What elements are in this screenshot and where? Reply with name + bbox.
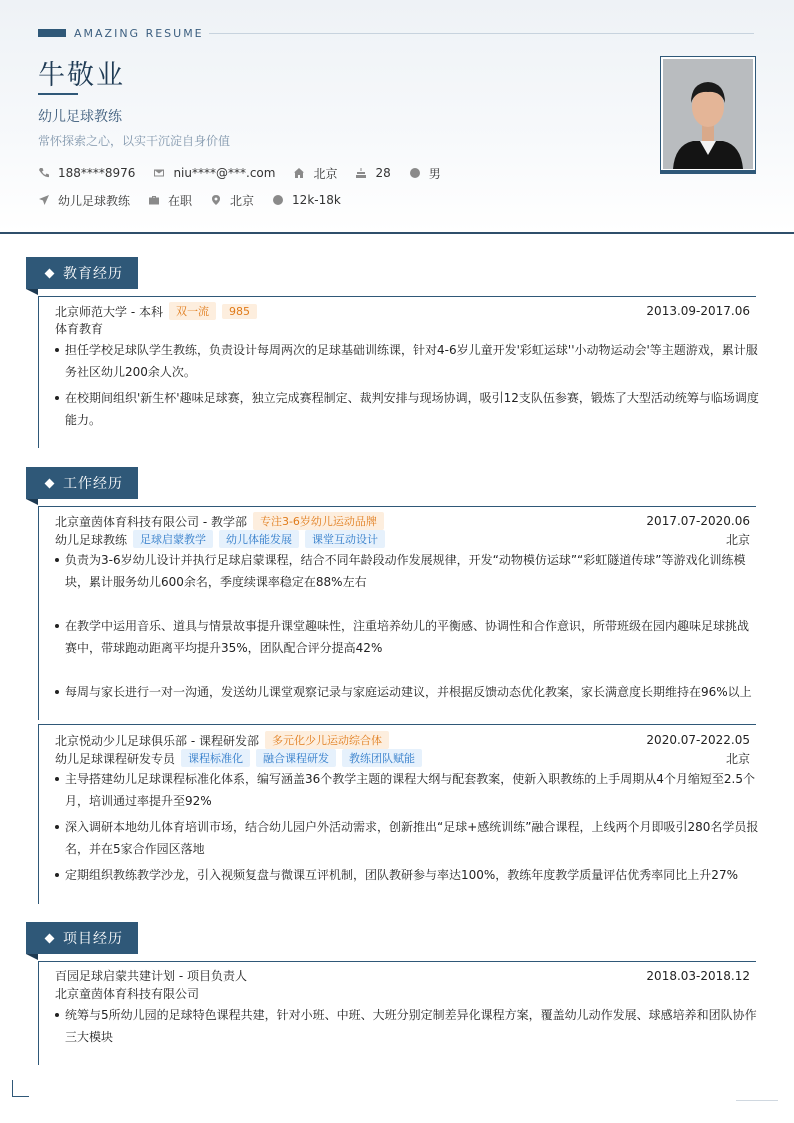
section-fold — [26, 289, 38, 295]
skill-tag: 教练团队赋能 — [342, 749, 422, 767]
section-fold — [26, 954, 38, 960]
major: 体育教育 — [55, 322, 104, 336]
brand-text: AMAZING RESUME — [74, 27, 204, 40]
work-role-row — [55, 530, 750, 548]
education-bullet: 在校期间组织'新生杯'趣味足球赛，独立完成赛程制定、裁判安排与现场协调，吸引12支队伍参赛，锻炼了大型活动统筹与临场调度能力。 — [55, 387, 760, 431]
education-header — [55, 302, 750, 320]
work-header — [55, 731, 750, 749]
location-text: 北京 — [230, 193, 255, 208]
skill-tag: 足球启蒙教学 — [133, 530, 213, 548]
education-bullet: 担任学校足球队学生教练，负责设计每周两次的足球基础训练课，针对4-6岁儿童开发'彩虹运球''小动物运动会'等主题游戏，累计服务社区幼儿200余人次。 — [55, 339, 760, 383]
name-underline — [38, 93, 78, 95]
school-tag: 985 — [222, 304, 257, 319]
money-icon — [272, 194, 284, 206]
age-text: 28 — [375, 166, 391, 180]
education-major-row — [55, 320, 750, 337]
phone-text: 188****8976 — [58, 166, 136, 180]
gender-item — [409, 165, 441, 182]
work-bullet: 定期组织教练教学沙龙，引入视频复盘与微课互评机制，团队教研参与率达100%，教练年度教学质量评估优秀率同比上升27% — [55, 864, 760, 886]
status-item — [148, 192, 192, 209]
work-bullet: 在教学中运用音乐、道具与情景故事提升课堂趣味性，注重培养幼儿的平衡感、协调性和合作意识，所带班级在园内趣味足球挑战赛中，带球跑动距离平均提升35%，团队配合评分提高42% — [55, 615, 760, 659]
diamond-icon — [45, 268, 55, 278]
work-date: 2017.07-2020.06 — [646, 514, 750, 528]
location-pin-icon — [210, 194, 222, 206]
email-text: niu****@***.com — [173, 166, 276, 180]
section-heading-project — [26, 922, 138, 954]
brand-divider — [209, 33, 754, 34]
skill-tag: 融合课程研发 — [256, 749, 336, 767]
cake-icon — [355, 167, 367, 179]
gender-icon — [409, 167, 421, 179]
project-name: 百园足球启蒙共建计划 - 项目负责人 — [55, 969, 247, 983]
school-tag: 双一流 — [169, 302, 216, 320]
work-bullet: 每周与家长进行一对一沟通，发送幼儿课堂观察记录与家庭运动建议，并根据反馈动态优化教案，家长满意度长期维持在96%以上 — [55, 681, 760, 703]
work-bullet: 负责为3-6岁幼儿设计并执行足球启蒙课程，结合不同年龄段动作发展规律，开发“动物模仿运球”“彩虹隧道传球”等游戏化训练模块，累计服务幼儿600余名，季度续课率稳定在88%左右 — [55, 549, 760, 593]
profile-photo — [663, 59, 753, 169]
phone-icon — [38, 167, 50, 179]
work-city: 北京 — [725, 751, 750, 766]
salary-item — [272, 193, 341, 207]
phone-item — [38, 166, 135, 180]
home-icon — [293, 167, 305, 179]
education-date: 2013.09-2017.06 — [646, 304, 750, 318]
intent-row — [38, 190, 359, 210]
work-date: 2020.07-2022.05 — [646, 733, 750, 747]
age-item — [355, 166, 390, 180]
work-bullet: 深入调研本地幼儿体育培训市场，结合幼儿园户外活动需求，创新推出“足球+感统训练”融合课程，上线两个月即吸引280名学员报名，并在5家合作园区落地 — [55, 816, 760, 860]
school-name: 北京师范大学 - 本科 — [55, 304, 163, 319]
project-header — [55, 967, 750, 984]
motto: 常怀探索之心，以实干沉淀自身价值 — [38, 134, 231, 148]
section-title: 项目经历 — [63, 931, 123, 947]
section-title: 工作经历 — [63, 476, 123, 492]
salary-text: 12k-18k — [292, 193, 341, 207]
work-header — [55, 512, 750, 530]
company-name: 北京悦动少儿足球俱乐部 - 课程研发部 — [55, 733, 259, 748]
company-tag: 多元化少儿运动综合体 — [265, 731, 389, 749]
home-text: 北京 — [313, 166, 338, 181]
skill-tag: 幼儿体能发展 — [219, 530, 299, 548]
diamond-icon — [45, 933, 55, 943]
intent-job-text: 幼儿足球教练 — [58, 193, 131, 208]
skill-tag: 课程标准化 — [181, 749, 250, 767]
section-fold — [26, 499, 38, 505]
photo-accent-bar — [660, 170, 756, 174]
project-date: 2018.03-2018.12 — [646, 968, 750, 983]
email-item — [153, 166, 275, 180]
gender-text: 男 — [428, 166, 441, 181]
role: 幼儿足球课程研发专员 — [55, 751, 176, 766]
home-item — [293, 165, 337, 182]
corner-decoration — [12, 1080, 29, 1097]
intent-job-item — [38, 192, 130, 209]
status-text: 在职 — [168, 193, 193, 208]
location-item — [210, 192, 254, 209]
work-bullet: 主导搭建幼儿足球课程标准化体系，编写涵盖36个教学主题的课程大纲与配套教案，使新入职教练的上手周期从4个月缩短至2.5个月，培训通过率提升至92% — [55, 768, 760, 812]
project-bullet: 统筹与5所幼儿园的足球特色课程共建，针对小班、中班、大班分别定制差异化课程方案，覆盖幼儿动作发展、球感培养和团队协作三大模块 — [55, 1004, 760, 1048]
role: 幼儿足球教练 — [55, 532, 128, 547]
send-icon — [38, 194, 50, 206]
work-city: 北京 — [725, 532, 750, 547]
brand-accent-bar — [38, 29, 66, 37]
briefcase-icon — [148, 194, 160, 206]
work-role-row — [55, 749, 750, 767]
resume-header — [0, 0, 794, 234]
project-company: 北京童茵体育科技有限公司 — [55, 987, 200, 1001]
job-title: 幼儿足球教练 — [38, 109, 122, 125]
mail-icon — [153, 167, 165, 179]
contact-row — [38, 163, 459, 183]
project-company-row — [55, 985, 750, 1002]
corner-decoration — [736, 1100, 778, 1101]
company-name: 北京童茵体育科技有限公司 - 教学部 — [55, 514, 247, 529]
company-tag: 专注3-6岁幼儿运动品牌 — [253, 512, 384, 530]
section-heading-education — [26, 257, 138, 289]
diamond-icon — [45, 478, 55, 488]
section-title: 教育经历 — [63, 266, 123, 282]
candidate-name: 牛敬业 — [38, 60, 125, 91]
skill-tag: 课堂互动设计 — [305, 530, 385, 548]
section-heading-work — [26, 467, 138, 499]
